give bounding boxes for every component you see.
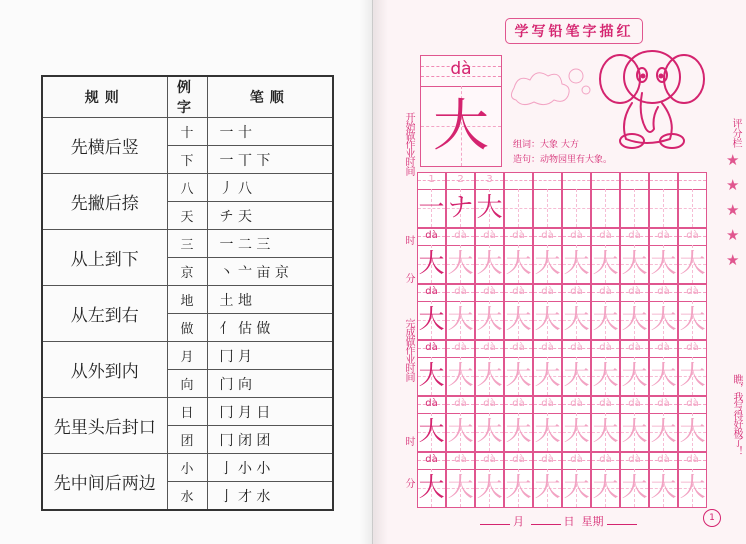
practice-cell[interactable] (678, 340, 707, 396)
rule-name: 先撇后捺 (42, 174, 167, 230)
trace-char: 大 (621, 249, 648, 279)
practice-cell[interactable] (446, 340, 475, 396)
table-row (42, 342, 333, 370)
practice-cell[interactable] (446, 452, 475, 508)
trace-char: 大 (447, 249, 474, 279)
practice-cell[interactable] (417, 396, 446, 452)
trace-char: 大 (563, 473, 590, 503)
practice-pinyin: dà (599, 342, 612, 353)
practice-cell[interactable] (562, 396, 591, 452)
practice-cell[interactable] (475, 172, 504, 228)
practice-cell[interactable] (533, 396, 562, 452)
trace-char: 大 (505, 473, 532, 503)
trace-char: 大 (650, 249, 677, 279)
practice-cell[interactable] (417, 172, 446, 228)
example-char: 向 (167, 370, 207, 398)
practice-cell[interactable] (475, 396, 504, 452)
practice-pinyin: dà (512, 286, 525, 297)
start-hour-label: 时 (403, 235, 414, 244)
practice-pinyin: dà (512, 342, 525, 353)
trace-char: 大 (505, 361, 532, 391)
practice-row (417, 172, 707, 228)
stroke-sequence: 土 地 (207, 286, 333, 314)
trace-char: 大 (505, 305, 532, 335)
example-char: 下 (167, 146, 207, 174)
practice-pinyin: dà (541, 454, 554, 465)
trace-char: 大 (650, 417, 677, 447)
stroke-sequence: 一 十 (207, 118, 333, 146)
practice-pinyin: dà (570, 286, 583, 297)
finish-time-label: 完成做作业时间 (403, 318, 414, 381)
practice-cell[interactable] (504, 228, 533, 284)
trace-char: 大 (650, 305, 677, 335)
example-char: 月 (167, 342, 207, 370)
practice-pinyin: dà (686, 398, 699, 409)
practice-cell[interactable] (533, 284, 562, 340)
example-words: 组词：大象 大方 (513, 140, 579, 150)
practice-cell[interactable] (591, 228, 620, 284)
practice-cell[interactable] (562, 284, 591, 340)
example-char: 日 (167, 398, 207, 426)
practice-row (417, 396, 707, 452)
practice-cell[interactable] (678, 228, 707, 284)
star-icon: ★ (726, 226, 740, 244)
practice-cell[interactable] (446, 172, 475, 228)
practice-pinyin: dà (454, 398, 467, 409)
trace-char: 大 (679, 417, 706, 447)
practice-cell[interactable] (504, 284, 533, 340)
practice-cell[interactable] (591, 452, 620, 508)
trace-char: 大 (592, 417, 619, 447)
stroke-sequence: 丿 八 (207, 174, 333, 202)
trace-char: 大 (563, 249, 590, 279)
practice-pinyin: dà (483, 286, 496, 297)
practice-pinyin: dà (657, 342, 670, 353)
practice-cell[interactable] (620, 340, 649, 396)
practice-pinyin: dà (425, 286, 438, 297)
practice-pinyin: dà (483, 454, 496, 465)
practice-pinyin: dà (657, 398, 670, 409)
trace-char: 大 (447, 305, 474, 335)
practice-cell[interactable] (562, 172, 591, 228)
practice-cell[interactable] (620, 228, 649, 284)
practice-pinyin: dà (425, 398, 438, 409)
practice-pinyin: dà (628, 454, 641, 465)
table-header-row (42, 76, 333, 118)
practice-cell[interactable] (620, 396, 649, 452)
stroke-sequence: 亅 才 水 (207, 482, 333, 511)
trace-char: 大 (447, 473, 474, 503)
trace-char: 大 (447, 417, 474, 447)
star-icon: ★ (726, 151, 740, 169)
practice-pinyin: dà (483, 398, 496, 409)
practice-cell[interactable] (591, 396, 620, 452)
trace-char: 大 (592, 305, 619, 335)
model-char: 大 (418, 249, 445, 279)
practice-pinyin: dà (628, 342, 641, 353)
practice-pinyin: dà (570, 454, 583, 465)
practice-cell[interactable] (591, 172, 620, 228)
trace-char: 大 (476, 249, 503, 279)
stroke-sequence: 亅 小 小 (207, 454, 333, 482)
start-time-label: 开始做作业时间 (403, 112, 414, 175)
main-character-box (420, 55, 502, 167)
practice-cell[interactable] (446, 228, 475, 284)
practice-pinyin: dà (454, 230, 467, 241)
practice-cell[interactable] (504, 340, 533, 396)
trace-char: 大 (534, 417, 561, 447)
trace-char: 大 (679, 361, 706, 391)
cloud-decoration (506, 58, 596, 110)
practice-cell[interactable] (475, 228, 504, 284)
practice-pinyin: dà (628, 286, 641, 297)
practice-row (417, 284, 707, 340)
header-example: 例字 (167, 76, 207, 118)
trace-char: 大 (476, 361, 503, 391)
practice-pinyin: dà (599, 398, 612, 409)
trace-char: 大 (534, 249, 561, 279)
practice-pinyin: dà (512, 398, 525, 409)
practice-pinyin: dà (686, 342, 699, 353)
month-label: 月 (513, 515, 524, 528)
stroke-step-number: 2 (457, 174, 464, 185)
trace-char: 大 (534, 305, 561, 335)
trace-char: 大 (679, 305, 706, 335)
practice-cell[interactable] (620, 284, 649, 340)
practice-cell[interactable] (678, 452, 707, 508)
practice-pinyin: dà (512, 454, 525, 465)
practice-cell[interactable] (475, 284, 504, 340)
practice-cell[interactable] (417, 452, 446, 508)
practice-pinyin: dà (570, 398, 583, 409)
right-page (373, 0, 746, 544)
example-sentence: 造句：动物园里有大象。 (513, 155, 613, 165)
practice-cell[interactable] (417, 340, 446, 396)
trace-char: 大 (679, 473, 706, 503)
praise-text: 瞧，我写得好极了！ (731, 374, 742, 455)
trace-char: 大 (476, 473, 503, 503)
practice-pinyin: dà (657, 230, 670, 241)
trace-char: 大 (563, 305, 590, 335)
stroke-sequence: チ 天 (207, 202, 333, 230)
example-char: 水 (167, 482, 207, 511)
stroke-sequence: 丶 亠 亩 京 (207, 258, 333, 286)
practice-pinyin: dà (425, 230, 438, 241)
practice-cell[interactable] (475, 340, 504, 396)
weekday-label: 星期 (581, 515, 604, 528)
stroke-sequence: 一 二 三 (207, 230, 333, 258)
trace-char: 大 (505, 417, 532, 447)
practice-cell[interactable] (504, 172, 533, 228)
table-row (42, 286, 333, 314)
practice-cell[interactable] (446, 396, 475, 452)
trace-char: 大 (563, 361, 590, 391)
trace-char: 大 (563, 417, 590, 447)
star-icon: ★ (726, 176, 740, 194)
practice-pinyin: dà (541, 286, 554, 297)
practice-pinyin: dà (541, 398, 554, 409)
example-char: 团 (167, 426, 207, 454)
practice-pinyin: dà (599, 286, 612, 297)
practice-cell[interactable] (649, 396, 678, 452)
example-char: 做 (167, 314, 207, 342)
trace-char: 大 (592, 249, 619, 279)
model-char: 大 (418, 473, 445, 503)
practice-pinyin: dà (686, 286, 699, 297)
rule-name: 从上到下 (42, 230, 167, 286)
elephant-icon (598, 45, 706, 150)
practice-cell[interactable] (504, 396, 533, 452)
header-strokes: 笔顺 (207, 76, 333, 118)
stroke-sequence: 冂 闭 团 (207, 426, 333, 454)
trace-char: 大 (592, 361, 619, 391)
practice-pinyin: dà (686, 230, 699, 241)
stroke-step-char: ナ (447, 193, 474, 223)
practice-pinyin: dà (541, 230, 554, 241)
practice-cell[interactable] (475, 452, 504, 508)
practice-cell[interactable] (504, 452, 533, 508)
stroke-step-number: 3 (486, 174, 493, 185)
trace-char: 大 (650, 361, 677, 391)
stroke-step-number: 1 (428, 174, 435, 185)
practice-cell[interactable] (591, 340, 620, 396)
date-footer (477, 513, 640, 529)
practice-cell[interactable] (533, 172, 562, 228)
model-char: 大 (418, 417, 445, 447)
star-icon: ★ (726, 201, 740, 219)
practice-pinyin: dà (425, 454, 438, 465)
day-label: 日 (563, 515, 575, 528)
example-char: 小 (167, 454, 207, 482)
main-pinyin: dà (450, 59, 472, 79)
practice-cell[interactable] (591, 284, 620, 340)
finish-hour-label: 时 (403, 436, 414, 445)
finish-minute-label: 分 (403, 478, 414, 487)
practice-cell[interactable] (533, 452, 562, 508)
practice-row (417, 452, 707, 508)
table-row (42, 454, 333, 482)
practice-cell[interactable] (649, 284, 678, 340)
practice-cell[interactable] (562, 340, 591, 396)
practice-pinyin: dà (454, 342, 467, 353)
stroke-sequence: 冂 月 (207, 342, 333, 370)
example-char: 三 (167, 230, 207, 258)
practice-pinyin: dà (599, 454, 612, 465)
practice-cell[interactable] (446, 284, 475, 340)
practice-pinyin: dà (570, 230, 583, 241)
trace-char: 大 (447, 361, 474, 391)
practice-pinyin: dà (483, 342, 496, 353)
main-pinyin-lines (421, 56, 501, 87)
example-char: 京 (167, 258, 207, 286)
practice-cell[interactable] (649, 452, 678, 508)
practice-pinyin: dà (483, 230, 496, 241)
table-row (42, 118, 333, 146)
trace-char: 大 (476, 417, 503, 447)
stroke-sequence: 门 向 (207, 370, 333, 398)
trace-char: 大 (679, 249, 706, 279)
practice-row (417, 228, 707, 284)
stroke-sequence: 冂 月 日 (207, 398, 333, 426)
stroke-step-char: 大 (476, 193, 503, 223)
trace-char: 大 (592, 473, 619, 503)
practice-pinyin: dà (454, 286, 467, 297)
practice-cell[interactable] (620, 452, 649, 508)
practice-pinyin: dà (686, 454, 699, 465)
trace-char: 大 (621, 305, 648, 335)
trace-char: 大 (621, 417, 648, 447)
stroke-sequence: 一 丅 下 (207, 146, 333, 174)
practice-cell[interactable] (417, 228, 446, 284)
stroke-step-char: 一 (418, 193, 445, 223)
practice-pinyin: dà (599, 230, 612, 241)
example-char: 天 (167, 202, 207, 230)
rating-label: 评分栏 (730, 118, 741, 148)
trace-char: 大 (650, 473, 677, 503)
stroke-sequence: 亻 估 做 (207, 314, 333, 342)
trace-char: 大 (505, 249, 532, 279)
rule-name: 从外到内 (42, 342, 167, 398)
practice-pinyin: dà (512, 230, 525, 241)
model-char: 大 (418, 305, 445, 335)
rule-name: 先横后竖 (42, 118, 167, 174)
page-number: 1 (703, 509, 721, 527)
practice-cell[interactable] (678, 284, 707, 340)
practice-pinyin: dà (541, 342, 554, 353)
practice-cell[interactable] (533, 228, 562, 284)
star-icon: ★ (726, 251, 740, 269)
stroke-order-rules-table (41, 75, 334, 511)
practice-cell[interactable] (678, 396, 707, 452)
main-character: 大 (433, 94, 489, 159)
model-char: 大 (418, 361, 445, 391)
practice-cell[interactable] (649, 172, 678, 228)
example-char: 十 (167, 118, 207, 146)
practice-pinyin: dà (628, 230, 641, 241)
rule-name: 先里头后封口 (42, 398, 167, 454)
table-row (42, 230, 333, 258)
practice-pinyin: dà (628, 398, 641, 409)
start-minute-label: 分 (403, 273, 414, 282)
practice-row (417, 340, 707, 396)
practice-pinyin: dà (425, 342, 438, 353)
rule-name: 从左到右 (42, 286, 167, 342)
trace-char: 大 (534, 473, 561, 503)
practice-pinyin: dà (454, 454, 467, 465)
practice-cell[interactable] (678, 172, 707, 228)
practice-cell[interactable] (562, 452, 591, 508)
trace-char: 大 (534, 361, 561, 391)
table-row (42, 174, 333, 202)
table-row (42, 398, 333, 426)
practice-pinyin: dà (570, 342, 583, 353)
worksheet-title: 学写铅笔字描红 (505, 18, 643, 44)
practice-cell[interactable] (620, 172, 649, 228)
trace-char: 大 (476, 305, 503, 335)
practice-cell[interactable] (417, 284, 446, 340)
practice-cell[interactable] (533, 340, 562, 396)
practice-pinyin: dà (657, 286, 670, 297)
practice-cell[interactable] (649, 340, 678, 396)
trace-char: 大 (621, 473, 648, 503)
practice-cell[interactable] (649, 228, 678, 284)
trace-char: 大 (621, 361, 648, 391)
practice-pinyin: dà (657, 454, 670, 465)
rule-name: 先中间后两边 (42, 454, 167, 511)
example-char: 地 (167, 286, 207, 314)
header-rule: 规则 (42, 76, 167, 118)
practice-cell[interactable] (562, 228, 591, 284)
example-char: 八 (167, 174, 207, 202)
